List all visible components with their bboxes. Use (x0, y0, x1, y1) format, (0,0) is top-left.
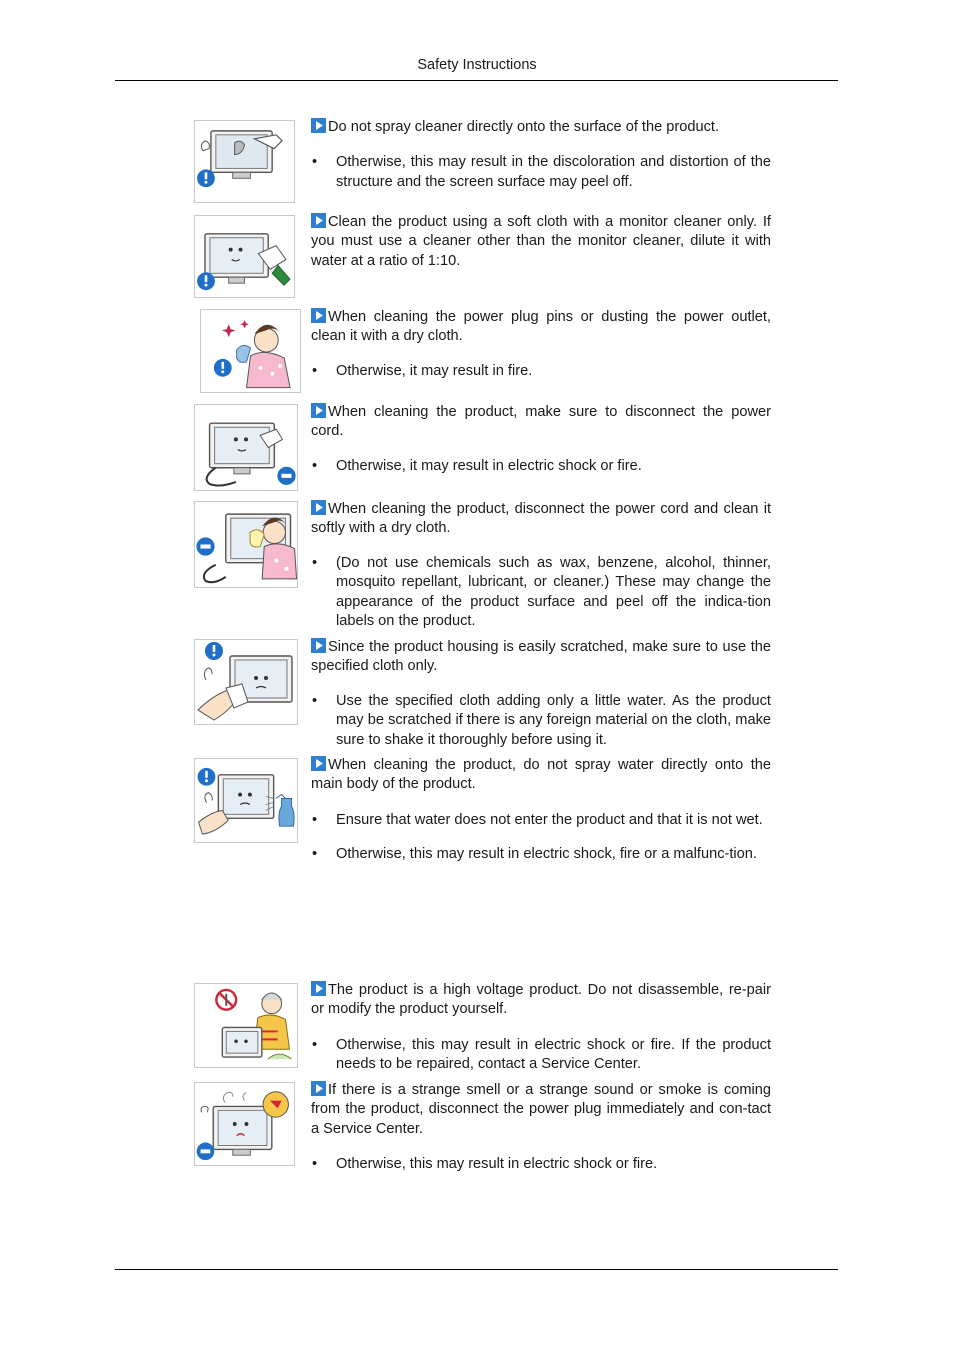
dry-cloth-plug-illustration (200, 309, 301, 393)
instruction-lead: When cleaning the power plug pins or dusting the power outlet, clean it with a dry cloth. (311, 309, 771, 345)
list-item: • Ensure that water does not enter the product and that it is not wet. (311, 811, 771, 830)
no-spray-cleaner-illustration (194, 120, 295, 203)
play-marker-icon (311, 500, 326, 515)
instruction-lead: When cleaning the product, disconnect the power cord and clean it softly with a dry cloth. (311, 501, 771, 537)
wipe-softly-illustration (194, 501, 298, 588)
instruction-lead: Do not spray cleaner directly onto the surface of the product. (328, 119, 720, 135)
play-marker-icon (311, 308, 326, 323)
safety-item-1 (311, 213, 771, 271)
play-marker-icon (311, 1081, 326, 1096)
list-item: • (Do not use chemicals such as wax, benzene, alcohol, thinner, mosquito repellant, lubricant, or cleaner.) These may change the appearance of the product surface and peel off the indica-tion labels on the product. (311, 554, 771, 632)
footer-rule (115, 1269, 838, 1270)
no-disassemble-illustration (194, 983, 298, 1068)
instruction-text (311, 638, 771, 677)
instruction-text (311, 500, 771, 539)
list-item: • Use the specified cloth adding only a little water. As the product may be scratched if there is any foreign material on the cloth, make sure to shake it thoroughly before using it. (311, 692, 771, 750)
play-marker-icon (311, 118, 326, 133)
safety-item-8 (311, 1081, 771, 1175)
instruction-text (311, 118, 771, 137)
instruction-text (311, 981, 771, 1020)
instruction-text (311, 213, 771, 271)
soft-cloth-cleaning-illustration (194, 215, 295, 298)
safety-item-3 (311, 403, 771, 476)
instruction-text (311, 308, 771, 347)
play-marker-icon (311, 756, 326, 771)
list-item: • Otherwise, it may result in fire. (311, 362, 771, 381)
smoke-smell-illustration (194, 1082, 295, 1166)
instruction-lead: When cleaning the product, do not spray water directly onto the main body of the product. (311, 757, 771, 793)
specified-cloth-illustration (194, 639, 298, 725)
play-marker-icon (311, 981, 326, 996)
instruction-lead: Since the product housing is easily scratched, make sure to use the specified cloth only. (311, 639, 771, 675)
safety-item-4 (311, 500, 771, 631)
safety-item-5 (311, 638, 771, 750)
instruction-lead: If there is a strange smell or a strange sound or smoke is coming from the product, disconnect the power plug immediately and con-tact a Service Center. (311, 1082, 771, 1137)
list-item: • Otherwise, this may result in the discoloration and distortion of the structure and the screen surface may peel off. (311, 153, 771, 192)
play-marker-icon (311, 403, 326, 418)
page-header-title: Safety Instructions (417, 57, 537, 73)
play-marker-icon (311, 638, 326, 653)
instruction-lead: The product is a high voltage product. Do not disassemble, re-pair or modify the product yourself. (311, 982, 771, 1018)
safety-item-7 (311, 981, 771, 1075)
instruction-text (311, 403, 771, 442)
list-item: • Otherwise, this may result in electric shock or fire. If the product needs to be repaired, contact a Service Center. (311, 1036, 771, 1075)
instruction-text (311, 756, 771, 795)
list-item: • Otherwise, this may result in electric shock or fire. (311, 1155, 771, 1174)
list-item: • Otherwise, this may result in electric shock, fire or a malfunc-tion. (311, 845, 771, 864)
no-water-spray-illustration (194, 758, 298, 843)
instruction-lead: Clean the product using a soft cloth with a monitor cleaner only. If you must use a cleaner other than the monitor cleaner, dilute it with water at a ratio of 1:10. (311, 214, 771, 269)
instruction-text (311, 1081, 771, 1139)
header-rule (115, 80, 838, 81)
safety-item-0 (311, 118, 771, 192)
play-marker-icon (311, 213, 326, 228)
safety-item-2 (311, 308, 771, 381)
safety-item-6 (311, 756, 771, 865)
instruction-lead: When cleaning the product, make sure to disconnect the power cord. (311, 404, 771, 440)
disconnect-cord-illustration (194, 404, 298, 491)
list-item: • Otherwise, it may result in electric shock or fire. (311, 457, 771, 476)
